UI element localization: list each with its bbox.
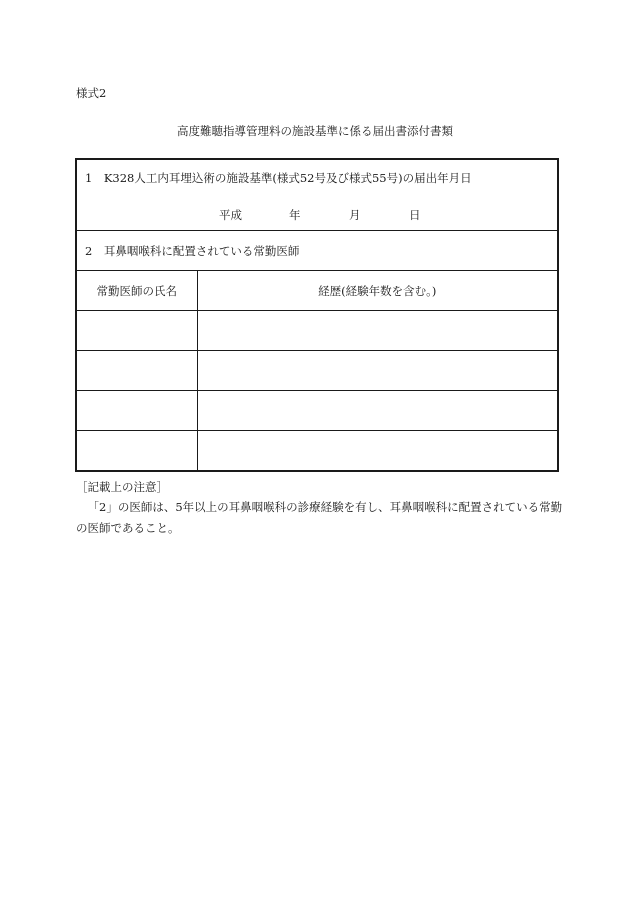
- doctor-career-cell[interactable]: [197, 311, 558, 351]
- column-header-row: [76, 271, 558, 311]
- table-row: [76, 431, 558, 472]
- doctor-name-cell[interactable]: [76, 391, 197, 431]
- section1-row: [76, 159, 558, 231]
- column-header-career: 経歴(経験年数を含む。): [197, 271, 558, 311]
- doctor-name-cell[interactable]: [76, 351, 197, 391]
- doctor-name-cell[interactable]: [76, 431, 197, 472]
- date-era: 平成: [219, 208, 242, 222]
- notes-text: 「2」の医師は、5年以上の耳鼻咽喉科の診療経験を有し、耳鼻咽喉科に配置されている常勤の医師であること。: [76, 500, 563, 535]
- date-day-label: 日: [409, 208, 421, 222]
- table-row: [76, 351, 558, 391]
- notification-table: [75, 158, 559, 472]
- date-month-label: 月: [349, 208, 361, 222]
- doctor-career-cell[interactable]: [197, 391, 558, 431]
- date-year-label: 年: [289, 208, 301, 222]
- form-number: 様式2: [76, 86, 107, 100]
- column-header-name: 常勤医師の氏名: [76, 271, 197, 311]
- document-title: 高度難聴指導管理料の施設基準に係る届出書添付書類: [177, 124, 453, 138]
- section2-cell: [76, 231, 558, 271]
- table-row: [76, 391, 558, 431]
- doctor-career-cell[interactable]: [197, 351, 558, 391]
- notes-title: ［記載上の注意］: [76, 480, 168, 494]
- section2-row: [76, 231, 558, 271]
- section1-cell: [76, 159, 558, 231]
- section2-heading: 2 耳鼻咽喉科に配置されている常勤医師: [85, 244, 300, 258]
- section1-heading: 1 K328人工内耳埋込術の施設基準(様式52号及び様式55号)の届出年月日: [85, 171, 472, 185]
- doctor-career-cell[interactable]: [197, 431, 558, 472]
- doctor-name-cell[interactable]: [76, 311, 197, 351]
- table-row: [76, 311, 558, 351]
